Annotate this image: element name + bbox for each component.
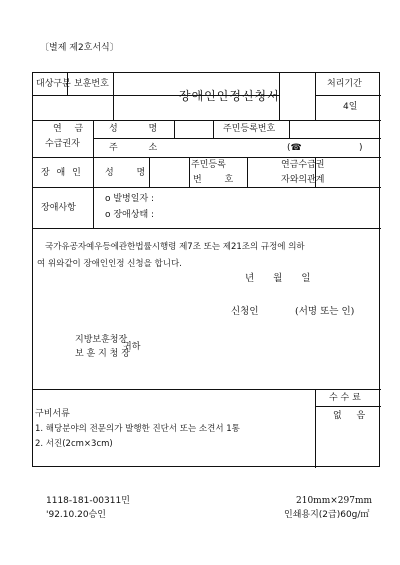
form-header: 〔별제 제2호서식〕 [40,43,119,53]
approval-date: '92.10.20승인 [46,510,106,520]
required-document-2: 2. 서진(2cm×3cm) [35,439,113,449]
required-documents-title: 구비서류 [35,409,70,419]
form-title: 장애인인정신청서 [179,89,280,103]
fee-value: 없 음 [333,411,372,421]
pension-address-label: 주 소 [109,143,172,153]
disability-info-label: 장애사항 [41,203,76,213]
application-date: 년 월 일 [245,273,311,284]
paper-type: 인쇄용지(2급)60g/㎡ [284,510,370,520]
disabled-rrn-label-2: 번 호 [193,175,244,185]
signature-label: (서명 또는 인) [295,306,355,317]
pension-recipient-label-2: 수급권자 [45,139,80,149]
target-category-label: 대상구분 [36,79,71,89]
recipient-line-1: 지방보훈청장 [75,335,128,345]
form-number: 1118-181-00311민 [46,496,130,506]
required-document-1: 1. 해당분야의 전문의가 발행한 진단서 또는 소견서 1통 [35,424,240,434]
statement-line-2: 여 위와같이 장애인인정 신청을 합니다. [37,259,182,269]
fee-label: 수 수 료 [329,393,361,403]
disabled-person-label: 장 애 인 [41,168,83,178]
veteran-number-label: 보훈번호 [74,79,109,89]
honorific-label: 귀하 [123,342,141,352]
condition-label: o 장애상태 : [105,210,155,220]
relation-label-1: 연금수급권 [281,160,325,170]
application-form [32,72,380,467]
onset-date-label: o 발병일자 : [105,194,155,204]
disabled-name-label: 성 명 [105,168,156,178]
recipient-line-2: 보 훈 지 청 장 [75,349,130,359]
applicant-label: 신청인 [231,306,259,317]
phone-open: (☎ [287,143,302,153]
phone-close: ) [359,143,363,153]
pension-rrn-label: 주민등록번호 [223,124,276,134]
pension-name-label: 성 명 [109,124,172,134]
processing-period-label: 처리기간 [327,79,362,89]
disabled-rrn-label-1: 주민등록 [191,160,226,170]
paper-size: 210mm×297mm [296,496,373,506]
processing-period-value: 4일 [343,102,358,112]
statement-line-1: 국가유공자예우등에관한법률시행령 제7조 또는 제21조의 규정에 의하 [45,242,305,252]
relation-label-2: 자와의관계 [281,175,325,185]
pension-recipient-label-1: 연 금 [53,124,89,134]
